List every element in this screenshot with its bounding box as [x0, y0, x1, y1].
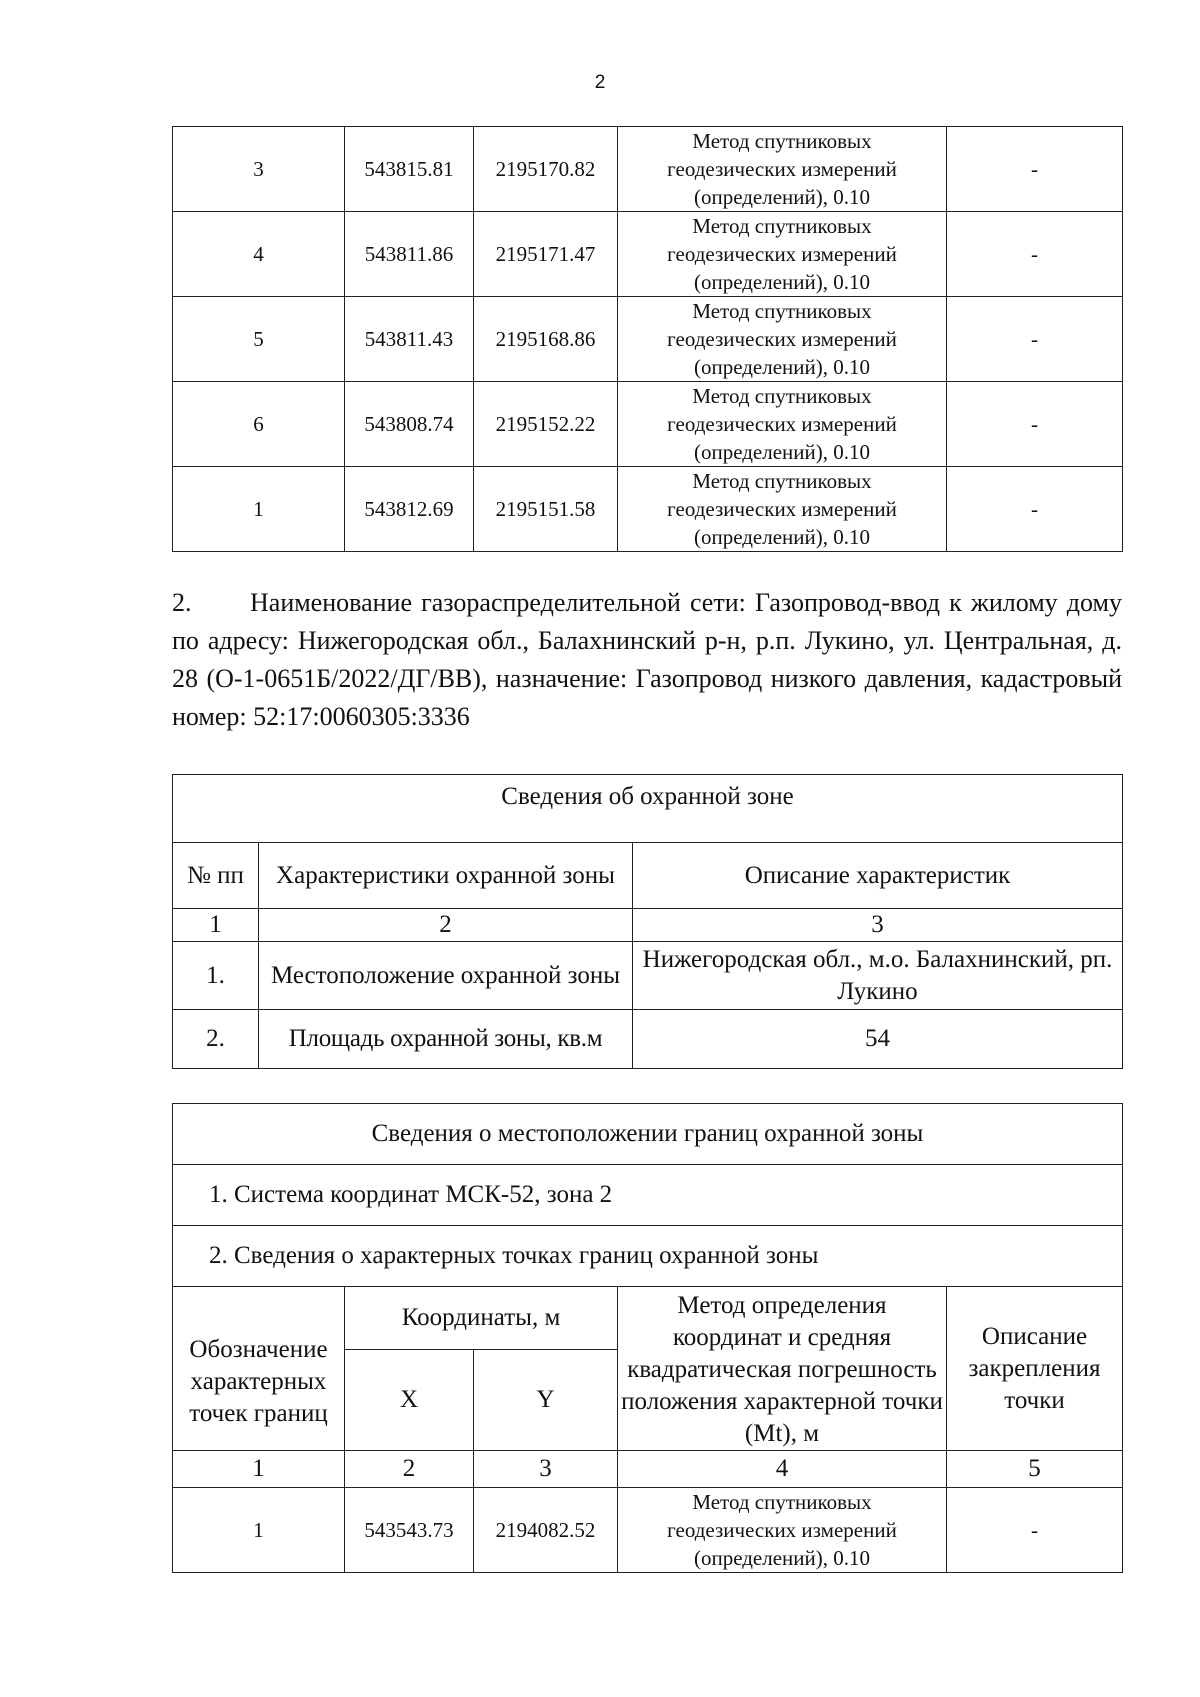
- coord-x: 543543.73: [345, 1488, 474, 1573]
- zone-index-cell: 1: [173, 909, 259, 942]
- method-line: геодезических измерений: [667, 497, 897, 521]
- zone-header-number: № пп: [173, 843, 259, 909]
- method-line: (определений), 0.10: [693, 525, 871, 549]
- coord-x: 543808.74: [345, 382, 474, 467]
- header-y: Y: [474, 1350, 618, 1451]
- zone-table-title: Сведения об охранной зоне: [173, 775, 1123, 843]
- method-line: геодезических измерений: [667, 157, 897, 181]
- zone-header-description: Описание характеристик: [633, 843, 1123, 909]
- zone-row-description: Нижегородская обл., м.о. Балахнинский, рп. Лукино: [633, 942, 1123, 1010]
- method-line: геодезических измерений: [667, 412, 897, 436]
- method: [618, 382, 947, 467]
- method-line: (определений), 0.10: [693, 440, 871, 464]
- method-line: геодезических измерений: [667, 242, 897, 266]
- method: [618, 127, 947, 212]
- point-number: 5: [173, 297, 345, 382]
- header-description: Описание закрепления точки: [947, 1287, 1123, 1451]
- point-number: 3: [173, 127, 345, 212]
- method-line: (определений), 0.10: [693, 1546, 871, 1570]
- zone-row-characteristic: Площадь охранной зоны, кв.м: [259, 1010, 633, 1069]
- header-coordinates: Координаты, м: [345, 1287, 618, 1350]
- point-description: -: [947, 297, 1123, 382]
- zone-info-table: [172, 774, 1123, 1069]
- point-description: -: [947, 1488, 1123, 1573]
- method-line: (определений), 0.10: [693, 355, 871, 379]
- zone-row-number: 1.: [173, 942, 259, 1010]
- coord-x: 543811.86: [345, 212, 474, 297]
- method: [618, 297, 947, 382]
- bound-index-cell: 5: [947, 1451, 1123, 1488]
- coord-y: 2195152.22: [474, 382, 618, 467]
- coord-x: 543812.69: [345, 467, 474, 552]
- paragraph-number: 2.: [172, 588, 192, 617]
- coord-y: 2195151.58: [474, 467, 618, 552]
- coordinate-system: 1. Система координат МСК-52, зона 2: [173, 1165, 1123, 1226]
- header-method: Метод определения координат и средняя квадратическая погрешность положения характерной точки (Mt), м: [618, 1287, 947, 1451]
- point-number: 6: [173, 382, 345, 467]
- zone-row-number: 2.: [173, 1010, 259, 1069]
- bound-index-cell: 3: [474, 1451, 618, 1488]
- method-line: геодезических измерений: [667, 327, 897, 351]
- zone-index-cell: 3: [633, 909, 1123, 942]
- point-number: 1: [173, 1488, 345, 1573]
- coord-y: 2195168.86: [474, 297, 618, 382]
- method-line: (определений), 0.10: [693, 270, 871, 294]
- coord-x: 543811.43: [345, 297, 474, 382]
- method-line: Метод спутниковых: [692, 384, 872, 408]
- zone-row-characteristic: Местоположение охранной зоны: [259, 942, 633, 1010]
- point-description: -: [947, 467, 1123, 552]
- method-line: Метод спутниковых: [692, 469, 872, 493]
- method-line: (определений), 0.10: [693, 185, 871, 209]
- method: [618, 212, 947, 297]
- zone-index-cell: 2: [259, 909, 633, 942]
- table-row: [173, 212, 1123, 297]
- method-line: Метод спутниковых: [692, 299, 872, 323]
- coord-y: 2195170.82: [474, 127, 618, 212]
- bound-index-cell: 4: [618, 1451, 947, 1488]
- coord-y: 2194082.52: [474, 1488, 618, 1573]
- point-number: 4: [173, 212, 345, 297]
- zone-row-description: 54: [633, 1010, 1123, 1069]
- table-row: [173, 467, 1123, 552]
- bound-index-cell: 2: [345, 1451, 474, 1488]
- table-row: [173, 1488, 1123, 1573]
- points-caption: 2. Сведения о характерных точках границ охранной зоны: [173, 1226, 1123, 1287]
- page-number: 2: [594, 72, 606, 93]
- bound-index-cell: 1: [173, 1451, 345, 1488]
- points-table: [172, 126, 1123, 552]
- paragraph-text: Наименование газораспределительной сети: Газопровод-ввод к жилому дому по адресу: Нижегородская обл., Балахнинский р-н, р.п. Лукино, ул. Центральная, д. 28 (О-1-0651Б/2022/ДГ/ВВ), назначение: Газопровод низкого давления, кадастровый номер: 52:17:0060305:3336: [172, 588, 1122, 731]
- header-point-designation: Обозначение характерных точек границ: [173, 1287, 345, 1451]
- zone-header-characteristics: Характеристики охранной зоны: [259, 843, 633, 909]
- header-x: X: [345, 1350, 474, 1451]
- coord-x: 543815.81: [345, 127, 474, 212]
- method: [618, 467, 947, 552]
- point-description: -: [947, 382, 1123, 467]
- point-number: 1: [173, 467, 345, 552]
- coord-y: 2195171.47: [474, 212, 618, 297]
- point-description: -: [947, 127, 1123, 212]
- method-line: Метод спутниковых: [692, 129, 872, 153]
- method-line: Метод спутниковых: [692, 1490, 872, 1514]
- table-row: [173, 297, 1123, 382]
- point-description: -: [947, 212, 1123, 297]
- table-row: [173, 382, 1123, 467]
- method: [618, 1488, 947, 1573]
- method-line: геодезических измерений: [667, 1518, 897, 1542]
- boundary-table: [172, 1103, 1123, 1573]
- method-line: Метод спутниковых: [692, 214, 872, 238]
- network-description: [172, 584, 1122, 736]
- boundary-table-title: Сведения о местоположении границ охранной зоны: [173, 1104, 1123, 1165]
- table-row: [173, 127, 1123, 212]
